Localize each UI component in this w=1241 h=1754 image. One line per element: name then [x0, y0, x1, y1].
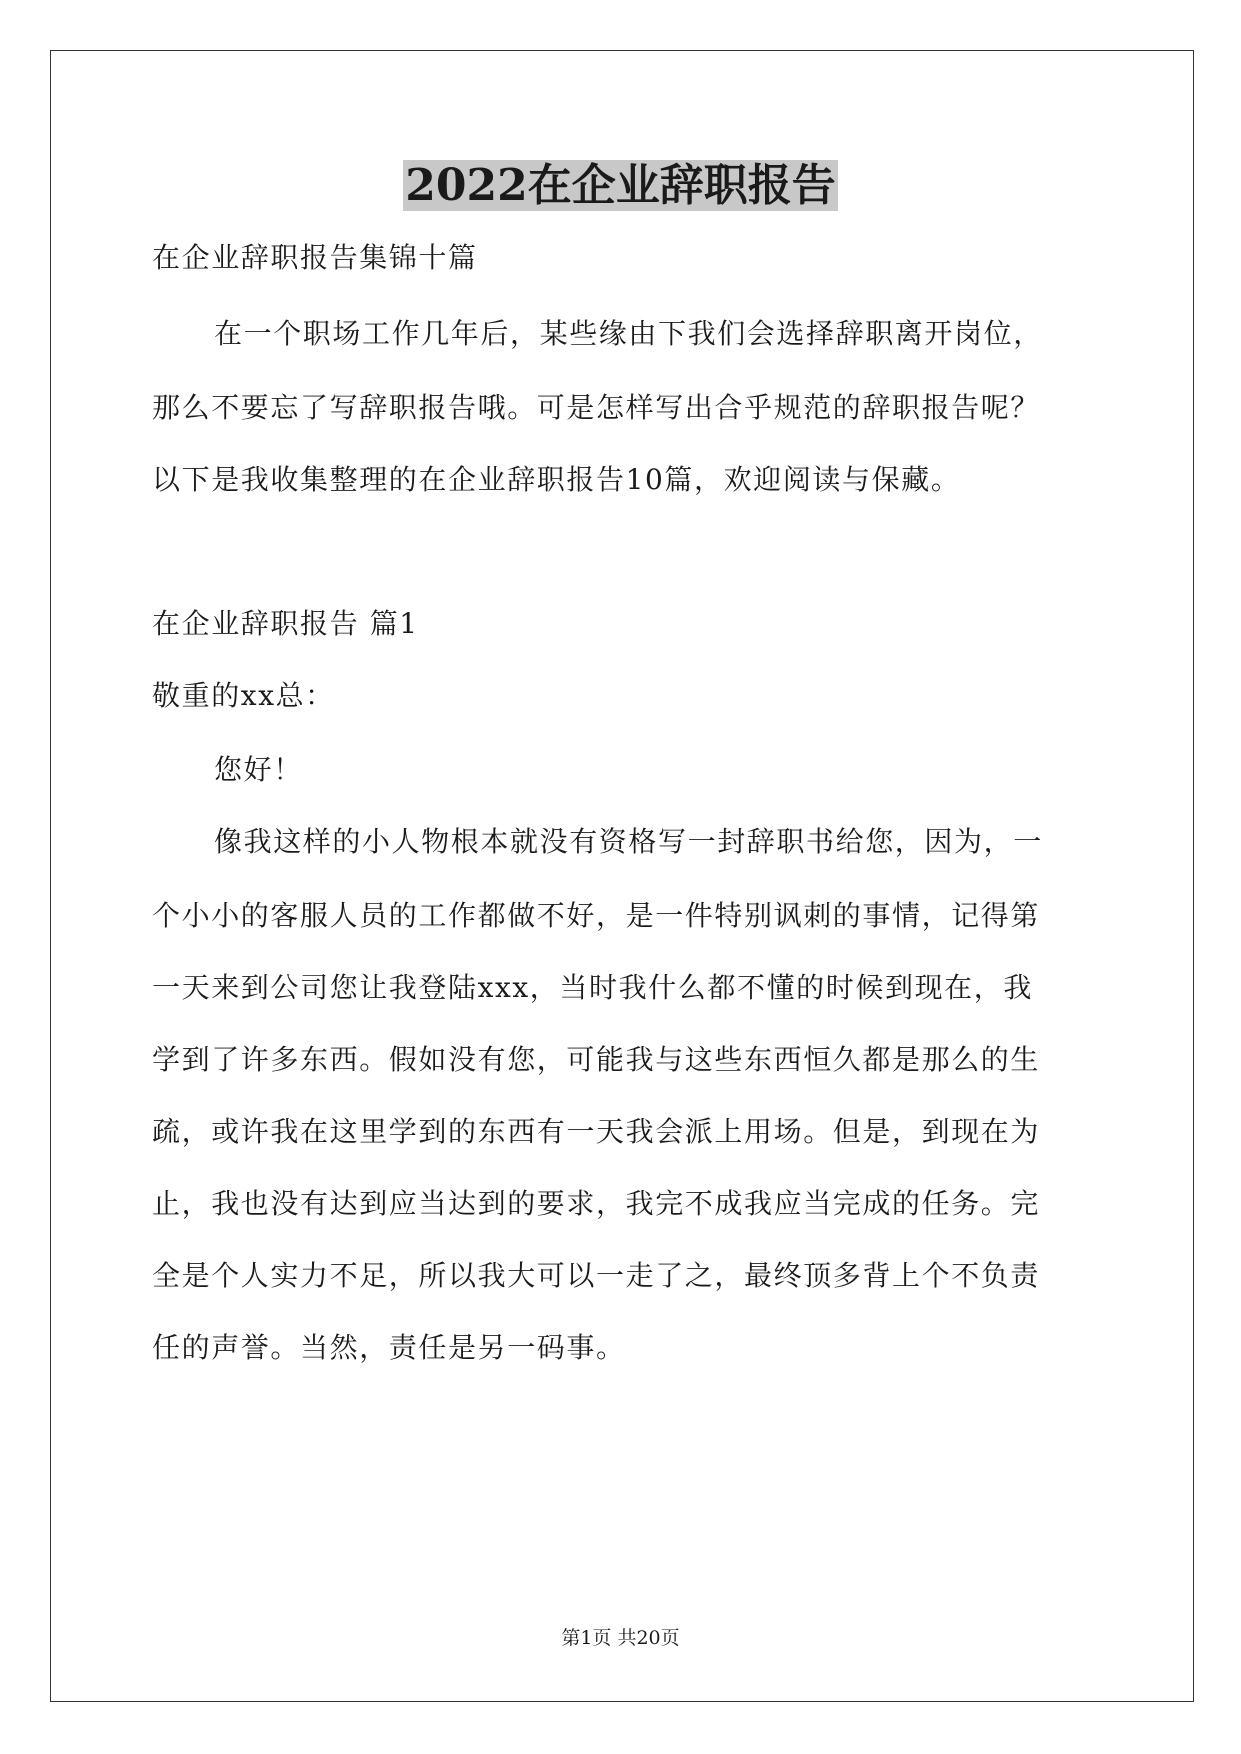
salutation: 敬重的xx总：: [152, 679, 335, 712]
section-heading: 在企业辞职报告 篇1: [152, 607, 419, 640]
greeting: 您好！: [214, 753, 303, 786]
document-subtitle: 在企业辞职报告集锦十篇: [152, 241, 478, 274]
page-footer: 第1页 共20页: [561, 1627, 680, 1649]
intro-line: 那么不要忘了写辞职报告哦。可是怎样写出合乎规范的辞职报告呢？: [152, 391, 1041, 424]
body-line: 像我这样的小人物根本就没有资格写一封辞职书给您，因为，一: [214, 825, 1043, 858]
body-line: 任的声誉。当然，责任是另一码事。: [152, 1331, 626, 1364]
body-line: 全是个人实力不足，所以我大可以一走了之，最终顶多背上个不负责: [152, 1259, 1041, 1292]
intro-line: 以下是我收集整理的在企业辞职报告10篇，欢迎阅读与保藏。: [152, 463, 961, 496]
body-line: 疏，或许我在这里学到的东西有一天我会派上用场。但是，到现在为: [152, 1115, 1041, 1148]
body-line: 一天来到公司您让我登陆xxx，当时我什么都不懂的时候到现在，我: [152, 971, 1033, 1004]
intro-line: 在一个职场工作几年后，某些缘由下我们会选择辞职离开岗位，: [214, 317, 1043, 350]
body-line: 止，我也没有达到应当达到的要求，我完不成我应当完成的任务。完: [152, 1187, 1041, 1220]
body-line: 个小小的客服人员的工作都做不好，是一件特别讽刺的事情，记得第: [152, 899, 1041, 932]
document-title-text: 2022在企业辞职报告: [405, 160, 836, 211]
body-line: 学到了许多东西。假如没有您，可能我与这些东西恒久都是那么的生: [152, 1043, 1041, 1076]
document-title: [0, 158, 1241, 214]
page-border: [50, 50, 1194, 1702]
